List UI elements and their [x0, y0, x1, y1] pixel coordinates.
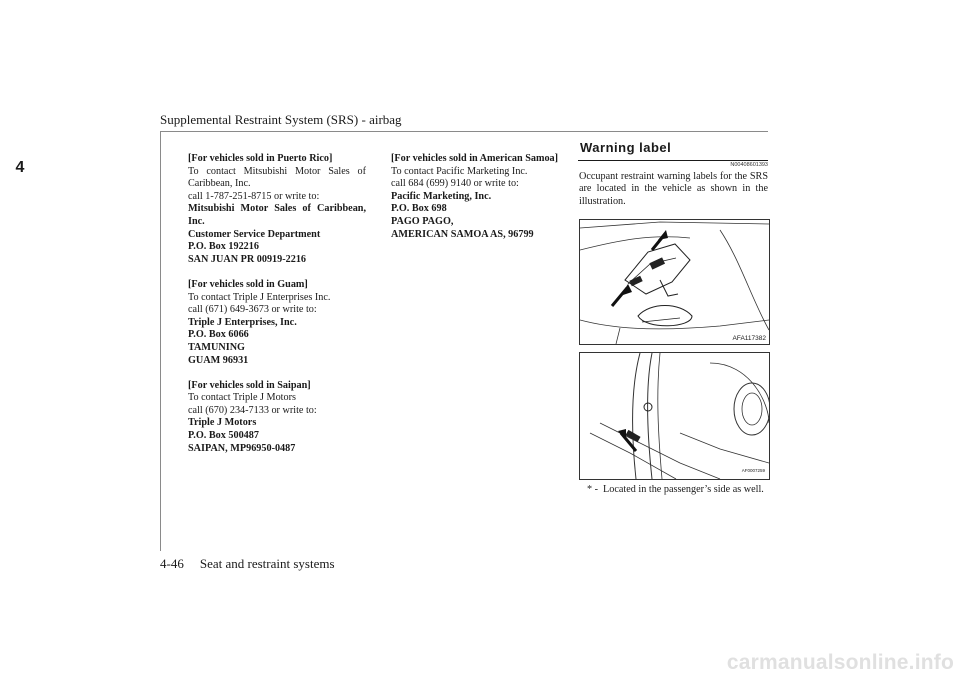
contact-line: Caribbean, Inc. [188, 178, 251, 190]
footnote-marker: * - [587, 484, 599, 495]
address-line: SAIPAN, MP96950-0487 [188, 442, 296, 454]
left-margin-divider [160, 131, 161, 551]
section-title: Warning label [580, 140, 672, 155]
address-line: P.O. Box 500487 [188, 430, 259, 442]
illustration-code: AFA117382 [732, 335, 766, 342]
contact-line: call 1-787-251-8715 or write to: [188, 190, 320, 202]
contact-line: To contact Pacific Marketing Inc. [391, 165, 528, 177]
address-line: Triple J Enterprises, Inc. [188, 316, 297, 328]
door-pillar-drawing [580, 353, 769, 479]
contact-line: call 684 (699) 9140 or write to: [391, 178, 519, 190]
address-line: PAGO PAGO, [391, 215, 454, 227]
warning-label-description: Occupant restraint warning labels for the SRS are located in the vehicle as shown in the illustration. [579, 171, 768, 207]
footnote [587, 484, 764, 495]
address-line: Customer Service Department [188, 228, 321, 240]
address-line: P.O. Box 192216 [188, 241, 259, 253]
region-heading-puerto-rico: [For vehicles sold in Puerto Rico] [188, 153, 333, 164]
contact-line: call (671) 649-3673 or write to: [188, 304, 317, 316]
address-line: P.O. Box 698 [391, 203, 447, 215]
address-line: Pacific Marketing, Inc. [391, 190, 492, 202]
footer-section-name: Seat and restraint systems [199, 556, 335, 571]
contact-line: call (670) 234-7133 or write to: [188, 404, 317, 416]
sun-visor-drawing [580, 220, 769, 344]
address-line: Mitsubishi Motor Sales of Caribbean, [188, 203, 366, 215]
address-line: GUAM 96931 [188, 354, 249, 366]
page-number: 4-46 [160, 556, 184, 571]
contact-column-1 [188, 153, 366, 455]
illustration-code: AF0007259 [741, 468, 765, 473]
spacer [188, 266, 366, 279]
page-footer [160, 556, 335, 572]
address-line: SAN JUAN PR 00919-2216 [188, 253, 307, 265]
address-line: P.O. Box 6066 [188, 329, 249, 341]
contact-line: To contact Triple J Motors [188, 392, 296, 404]
warning-label-heading-box [578, 136, 768, 161]
document-code: N00408601393 [730, 162, 768, 168]
region-heading-saipan: [For vehicles sold in Saipan] [188, 379, 311, 391]
sun-visor-illustration [579, 219, 770, 345]
chapter-tab: 4 [15, 159, 25, 176]
spacer [188, 367, 366, 380]
watermark: carmanualsonline.info [726, 651, 954, 674]
door-pillar-illustration [579, 352, 770, 480]
contact-line: To contact Mitsubishi Motor Sales of [188, 165, 366, 177]
contact-column-2 [391, 153, 571, 241]
page-header-title: Supplemental Restraint System (SRS) - airbag [160, 112, 402, 127]
address-line: TAMUNING [188, 341, 245, 353]
contact-line: To contact Triple J Enterprises Inc. [188, 291, 331, 303]
address-line: Inc. [188, 215, 205, 227]
region-heading-guam: [For vehicles sold in Guam] [188, 278, 308, 290]
address-line: AMERICAN SAMOA AS, 96799 [391, 228, 534, 240]
footnote-text: Located in the passenger’s side as well. [603, 484, 764, 495]
address-line: Triple J Motors [188, 417, 257, 429]
region-heading-american-samoa: [For vehicles sold in American Samoa] [391, 153, 559, 164]
header-divider [160, 131, 768, 132]
